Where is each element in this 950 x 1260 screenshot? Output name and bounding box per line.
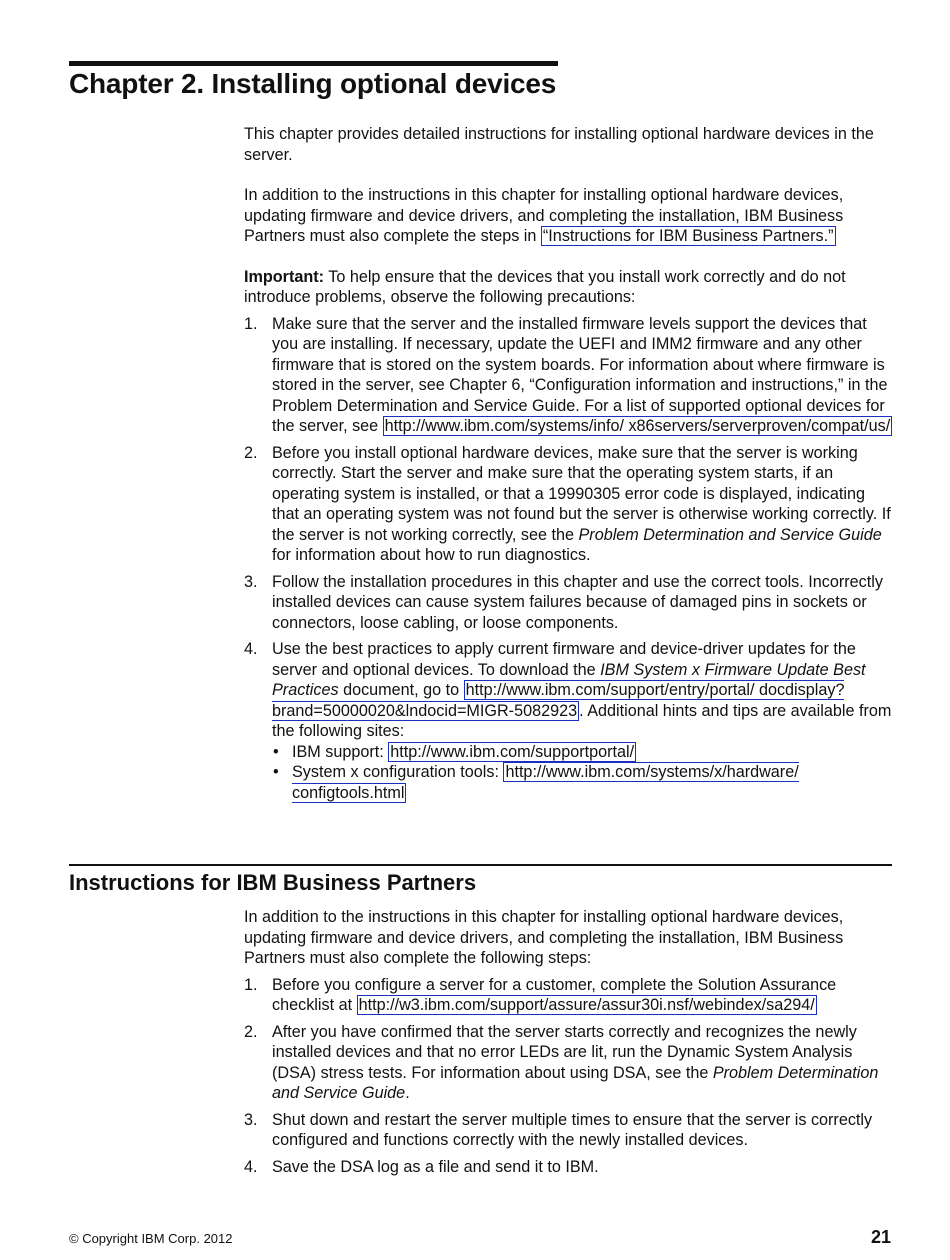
step-number: 2. [244, 443, 258, 462]
important-text: To help ensure that the devices that you install work correctly and do not introduce problems, observe the following precautions: [244, 267, 846, 306]
step-text: After you have confirmed that the server starts correctly and recognizes the newly installed devices and that no error LEDs are lit, run the Dynamic System Analysis (DSA) stress tests. For information about using DSA, see the [272, 1022, 857, 1082]
step-number: 1. [244, 975, 258, 994]
serverproven-link[interactable]: http://www.ibm.com/systems/info/ x86servers/serverproven/compat/us/ [384, 417, 891, 435]
step-text: Save the DSA log as a file and send it to IBM. [272, 1157, 599, 1176]
step-text-after: . Additional hints and tips are available from the following sites: [272, 701, 892, 740]
important-paragraph [244, 267, 894, 308]
section-title: Instructions for IBM Business Partners [69, 870, 477, 895]
step-text: Shut down and restart the server multiple times to ensure that the server is correctly configured and functions correctly with the newly installed devices. [272, 1110, 873, 1149]
list-item [272, 762, 894, 803]
copyright-notice: © Copyright IBM Corp. 2012 [69, 1231, 233, 1246]
important-label: Important: [244, 267, 325, 286]
step-number: 3. [244, 572, 258, 591]
list-item [244, 572, 894, 634]
step-number: 4. [244, 1157, 258, 1176]
bullet-icon: • [273, 763, 279, 781]
list-item [244, 1110, 894, 1151]
section-rule [69, 864, 892, 866]
step-italic-title: IBM System x Firmware Update Best Practices [272, 660, 866, 699]
chapter-title: Chapter 2. Installing optional devices [69, 68, 557, 99]
partners-notice-paragraph [244, 185, 894, 247]
partners-body [244, 907, 894, 1177]
list-item [244, 443, 894, 566]
list-item [272, 742, 894, 763]
precautions-list [244, 314, 894, 804]
ibm-support-link[interactable]: http://www.ibm.com/supportportal/ [390, 742, 635, 761]
step-text-mid: document, go to [338, 681, 464, 699]
step-text: Use the best practices to apply current firmware and device-driver updates for the server and optional devices. To download the [272, 640, 856, 679]
step-text: Follow the installation procedures in this chapter and use the correct tools. Incorrectly installed devices can cause system failures because of damaged pins in sockets or connectors, loose cabling, or loose components. [272, 572, 883, 632]
step-number: 2. [244, 1022, 258, 1041]
partners-notice-text: In addition to the instructions in this chapter for installing optional hardware devices, updating firmware and device drivers, and completing the installation, IBM Business Partners must also complete the steps in [244, 186, 844, 245]
step-number: 1. [244, 314, 258, 333]
list-item [244, 639, 894, 803]
config-tools-link[interactable]: http://www.ibm.com/systems/x/hardware/ configtools.html [292, 763, 799, 802]
step-text-after: . [405, 1084, 410, 1102]
solution-assurance-link[interactable]: http://w3.ibm.com/support/assure/assur30i.nsf/webindex/sa294/ [358, 996, 815, 1014]
page-number: 21 [870, 1227, 891, 1247]
step-italic-title: Problem Determination and Service Guide [272, 1063, 879, 1102]
best-practices-link[interactable]: http://www.ibm.com/support/entry/portal/ docdisplay?brand=50000020&lndocid=MIGR-5082923 [272, 681, 845, 720]
hints-sites-list [272, 742, 894, 804]
list-item [244, 1157, 894, 1178]
list-item [244, 314, 894, 437]
step-italic-title: Problem Determination and Service Guide [578, 525, 882, 544]
step-number: 3. [244, 1110, 258, 1129]
chapter-body [244, 124, 894, 803]
step-text: Make sure that the server and the installed firmware levels support the devices that you are installing. If necessary, update the UEFI and IMM2 firmware and any other firmware that is stored on the system boards. For information about where firmware is stored in the server, see Chapter 6, “Configuration information and instructions,” in the Problem Determination and Service Guide. For a list of supported optional devices for the server, see [272, 314, 888, 435]
step-text-after: for information about how to run diagnostics. [272, 546, 591, 564]
step-number: 4. [244, 640, 258, 658]
partners-steps-list [244, 975, 894, 1178]
step-text: Before you configure a server for a customer, complete the Solution Assurance checklist at [272, 975, 837, 1014]
site-label: IBM support: [292, 742, 389, 761]
list-item [244, 975, 894, 1016]
bullet-icon: • [273, 742, 279, 761]
partners-intro-paragraph: In addition to the instructions in this chapter for installing optional hardware devices, updating firmware and device drivers, and completing the installation, IBM Business Partners must also complete the following steps: [244, 908, 844, 967]
site-label: System x configuration tools: [292, 763, 504, 781]
chapter-intro-paragraph: This chapter provides detailed instructions for installing optional hardware devices in the server. [244, 125, 874, 164]
partners-section-link[interactable]: “Instructions for IBM Business Partners.” [542, 227, 834, 245]
list-item [244, 1022, 894, 1104]
step-text: Before you install optional hardware devices, make sure that the server is working correctly. Start the server and make sure that the operating system starts, if an operating system is installed, or that a 19990305 error code is displayed, indicating that an operating system was not found but the server is otherwise working correctly. If the server is not working correctly, see the [272, 443, 891, 544]
